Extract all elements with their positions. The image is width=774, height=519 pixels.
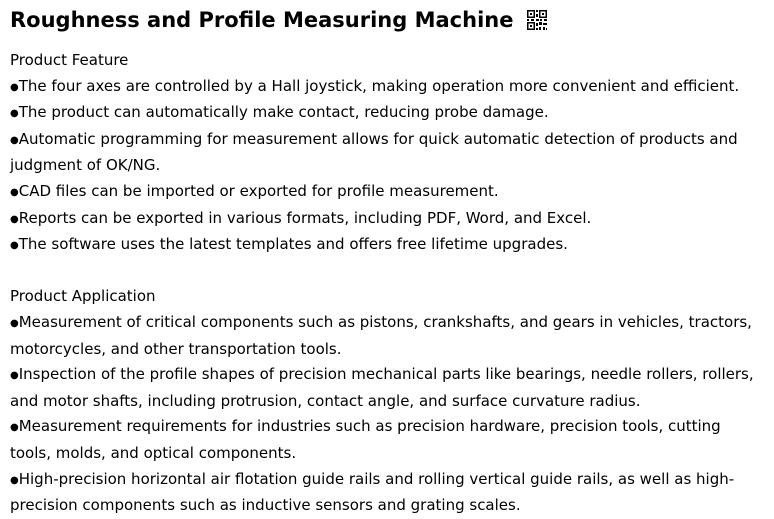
bullet-icon: ●	[10, 370, 19, 382]
list-item-text: Measurement requirements for industries such as precision hardware, precision tools, cutting tools, molds, and optical components.	[10, 417, 721, 462]
qr-code-icon[interactable]	[526, 9, 548, 31]
list-item	[10, 310, 762, 362]
bullet-icon: ●	[10, 317, 19, 329]
section-spacer	[10, 259, 762, 285]
list-item	[10, 74, 762, 101]
list-item	[10, 127, 762, 179]
product-application-section	[10, 284, 762, 518]
bullet-icon: ●	[10, 422, 19, 434]
list-item-text: Automatic programming for measurement allows for quick automatic detection of products and judgment of OK/NG.	[10, 129, 738, 175]
title-row	[10, 4, 548, 36]
application-list	[10, 310, 762, 519]
list-item	[10, 100, 762, 127]
list-item-text: CAD files can be imported or exported for profile measurement.	[18, 181, 499, 200]
list-item-text: Reports can be exported in various formats, including PDF, Word, and Excel.	[18, 208, 592, 227]
list-item-text: The software uses the latest templates and offers free lifetime upgrades.	[18, 235, 568, 254]
list-item-text: High-precision horizontal air flotation guide rails and rolling vertical guide rails, as well as high-precision components such as inductive sensors and grating scales.	[10, 469, 735, 515]
bullet-icon: ●	[10, 134, 19, 146]
list-item-text: The product can automatically make contact, reducing probe damage.	[18, 103, 549, 122]
list-item-text: Inspection of the profile shapes of precision mechanical parts like bearings, needle rollers, rollers, and motor shafts, including protrusion, contact angle, and surface curvature radius.	[10, 365, 754, 410]
product-feature-section	[10, 48, 762, 259]
list-item	[10, 179, 762, 206]
section-heading-feature: Product Feature	[10, 51, 129, 69]
page-title: Roughness and Profile Measuring Machine	[10, 8, 514, 32]
feature-list	[10, 74, 762, 259]
list-item	[10, 232, 762, 259]
list-item-text: Measurement of critical components such as pistons, crankshafts, and gears in vehicles, tractors, motorcycles, and other transportation tools.	[10, 312, 752, 358]
bullet-icon: ●	[10, 474, 19, 486]
bullet-icon: ●	[10, 240, 19, 252]
content	[10, 48, 762, 519]
bullet-icon: ●	[10, 213, 19, 225]
bullet-icon: ●	[10, 81, 19, 93]
list-item	[10, 414, 762, 466]
bullet-icon: ●	[10, 108, 19, 120]
bullet-icon: ●	[10, 186, 19, 198]
list-item-text: The four axes are controlled by a Hall joystick, making operation more convenient and efficient.	[18, 76, 740, 95]
section-heading-application: Product Application	[10, 287, 156, 306]
list-item	[10, 206, 762, 233]
list-item	[10, 362, 762, 414]
